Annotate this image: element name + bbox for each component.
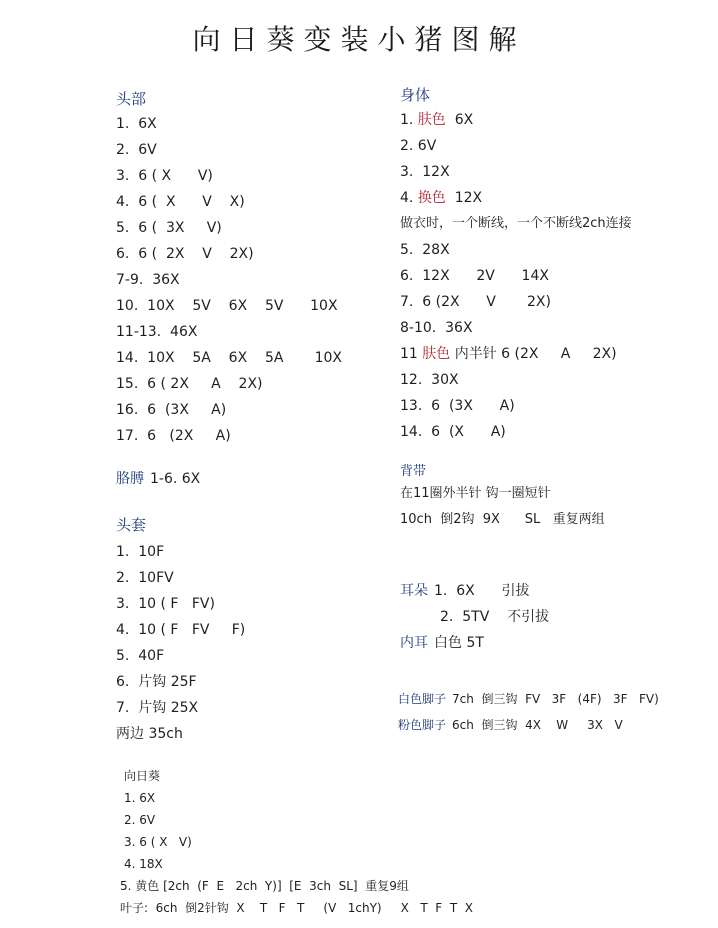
pink-feet-text: 6ch 倒三钩 4X W 3X V <box>452 718 623 732</box>
head-row: 7-9. 36X <box>116 272 180 288</box>
pink-feet-label: 粉色脚子 <box>398 718 447 732</box>
feet-section <box>398 686 659 738</box>
body-row-num: 4. <box>400 190 414 206</box>
sunflower-row: 5. 黄色 [2ch (F E 2ch Y)] [E 3ch SL] 重复9组 <box>120 879 409 893</box>
hood-row: 7. 片钩 25X <box>116 700 199 716</box>
hood-heading: 头套 <box>116 516 147 534</box>
straps-line: 在11圈外半针 钩一圈短针 <box>400 486 551 501</box>
body-row: 3. 12X <box>400 164 450 180</box>
inner-ear-text: 白色 5T <box>434 635 484 651</box>
body-row: 6. 12X 2V 14X <box>400 268 549 284</box>
hood-row: 5. 40F <box>116 648 165 664</box>
sunflower-section <box>120 765 473 919</box>
head-heading: 头部 <box>116 90 147 108</box>
head-row: 4. 6 ( X V X) <box>116 194 245 210</box>
skin-color-label: 肤色 <box>417 112 446 128</box>
hood-row: 3. 10 ( F FV) <box>116 596 215 612</box>
page-title: 向日葵变装小猪图解 <box>192 23 526 56</box>
skin-color-label: 肤色 <box>422 346 451 362</box>
head-row: 10. 10X 5V 6X 5V 10X <box>116 298 338 314</box>
body-row-text: 6X <box>454 112 474 128</box>
head-section <box>116 88 342 449</box>
head-row: 5. 6 ( 3X V) <box>116 220 222 236</box>
straps-section <box>400 460 605 533</box>
hood-row: 1. 10F <box>116 544 165 560</box>
body-row: 14. 6 (X A) <box>400 424 506 440</box>
sunflower-leaf-row: 叶子: 6ch 倒2针钩 X T F T (V 1chY) X T F T X <box>120 901 473 915</box>
head-row: 2. 6V <box>116 142 157 158</box>
body-row: 12. 30X <box>400 372 459 388</box>
sunflower-heading: 向日葵 <box>124 769 161 783</box>
straps-line: 10ch 倒2钩 9X SL 重复两组 <box>400 512 605 527</box>
head-row: 14. 10X 5A 6X 5A 10X <box>116 350 342 366</box>
body-row-num: 1. <box>400 112 414 128</box>
white-feet-text: 7ch 倒三钩 FV 3F (4F) 3F FV) <box>452 692 659 706</box>
head-row: 3. 6 ( X V) <box>116 168 213 184</box>
inner-ear-label: 内耳 <box>400 635 428 651</box>
sunflower-row: 3. 6 ( X V) <box>124 835 192 849</box>
head-row: 1. 6X <box>116 116 157 132</box>
body-heading: 身体 <box>400 86 431 104</box>
hood-row: 2. 10FV <box>116 570 174 586</box>
head-row: 15. 6 ( 2X A 2X) <box>116 376 263 392</box>
sunflower-row: 4. 18X <box>124 857 163 871</box>
white-feet-label: 白色脚子 <box>398 692 447 706</box>
head-row: 6. 6 ( 2X V 2X) <box>116 246 254 262</box>
body-section <box>400 84 632 445</box>
hood-row: 6. 片钩 25F <box>116 674 197 690</box>
straps-heading: 背带 <box>400 464 427 479</box>
head-row: 16. 6 (3X A) <box>116 402 227 418</box>
outer-ear-label: 耳朵 <box>400 583 428 599</box>
arm-section <box>116 466 200 492</box>
outer-ear-row: 2. 5TV 不引拔 <box>440 609 550 625</box>
body-note: 做衣时，一个断线，一个不断线2ch连接 <box>400 216 632 231</box>
sunflower-row: 2. 6V <box>124 813 156 827</box>
hood-row: 两边 35ch <box>116 726 183 742</box>
body-row-text: 内半针 6 (2X A 2X) <box>454 346 617 362</box>
head-row: 17. 6 (2X A) <box>116 428 231 444</box>
body-row: 2. 6V <box>400 138 437 154</box>
arm-text: 1-6. 6X <box>150 471 201 487</box>
body-row-text: 12X <box>454 190 483 206</box>
body-row-num: 11 <box>400 346 418 362</box>
outer-ear-row: 1. 6X 引拔 <box>434 583 530 599</box>
body-row: 7. 6 (2X V 2X) <box>400 294 551 310</box>
body-row: 5. 28X <box>400 242 450 258</box>
hood-section <box>116 514 245 747</box>
sunflower-row: 1. 6X <box>124 791 156 805</box>
ears-section <box>400 578 549 656</box>
head-row: 11-13. 46X <box>116 324 198 340</box>
body-row: 8-10. 36X <box>400 320 473 336</box>
arm-label: 胳膊 <box>116 471 144 487</box>
hood-row: 4. 10 ( F FV F) <box>116 622 246 638</box>
body-row: 13. 6 (3X A) <box>400 398 515 414</box>
change-color-label: 换色 <box>417 190 446 206</box>
